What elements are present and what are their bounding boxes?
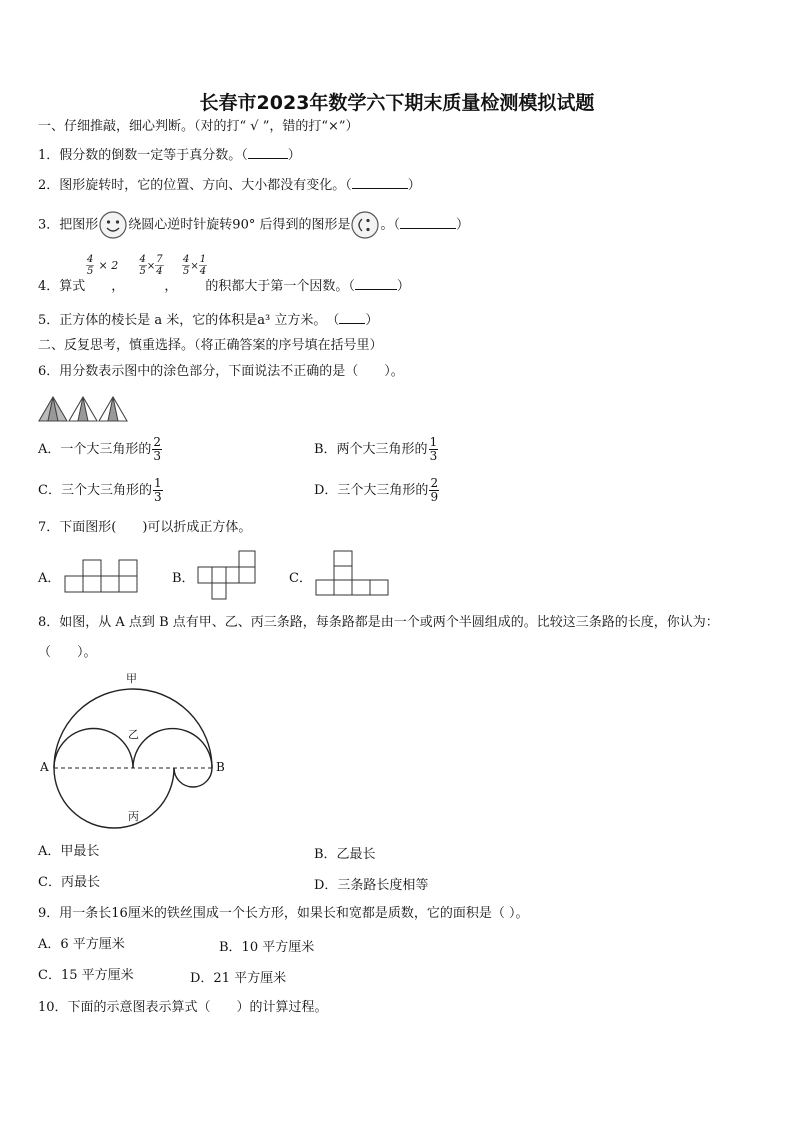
path-jia-label: 甲 [126,672,137,685]
q4-separator-2: ， [164,279,178,294]
q2-number: 2． [38,178,60,193]
q9-option-c[interactable]: C．15 平方厘米 [38,968,134,983]
q7-option-a-label[interactable]: A． [38,571,61,586]
question-2 [38,176,421,195]
question-8 [38,614,719,632]
q10-number: 10． [38,1000,68,1015]
q4-expr1-op: × 2 [98,259,119,272]
q5-close: ） [365,313,379,328]
q1-close: ） [287,148,301,163]
q4-pre: 算式 [59,279,86,294]
q6-text: 用分数表示图中的涂色部分，下面说法不正确的是（ ）。 [59,364,404,379]
q1-number: 1． [38,148,60,163]
q6-option-c-fraction: $\frac{1}{3}$ [153,476,162,504]
q7-option-a-net[interactable] [64,559,138,593]
q6-option-b-label: B．两个大三角形的 [314,442,428,457]
q6-option-a-fraction: $\frac{2}{3}$ [153,435,162,463]
question-9 [38,905,528,923]
q8-option-a[interactable]: A．甲最长 [38,844,100,859]
point-b-label: B [216,760,225,774]
smiley-face-icon [98,210,128,240]
q8-answer-paren: （ ）。 [38,645,97,660]
rotated-smiley-icon [350,210,380,240]
q8-path-figure [36,668,246,832]
q1-text: 假分数的倒数一定等于真分数。（ [59,148,248,163]
q4-close: ） [396,279,410,294]
section2-heading: 二、反复思考，慎重选择。（将正确答案的序号填在括号里） [38,338,383,353]
q9-option-a[interactable]: A．6 平方厘米 [38,937,125,952]
q8-number: 8． [38,615,60,630]
question-1 [38,146,301,165]
q9-option-b[interactable]: B．10 平方厘米 [219,940,315,955]
q6-option-a-label: A．一个大三角形的 [38,442,152,457]
q4-separator: ， [111,279,125,294]
path-yi-label: 乙 [128,728,139,741]
q6-triangles-figure [38,396,130,422]
q3-close: ） [456,217,470,233]
question-3 [38,210,469,240]
question-4 [38,277,410,296]
q6-option-b[interactable] [314,436,439,464]
q8-text: 如图，从 A 点到 B 点有甲、乙、丙三条路，每条路都是由一个或两个半圆组成的。比较这三条路的长度，你认为： [59,615,719,630]
section1-heading: 一、仔细推敲，细心判断。（对的打“ √ ”，错的打“×”） [38,119,359,134]
page-title: 长春市2023年数学六下期末质量检测模拟试题 [199,92,595,114]
q3-pre: 把图形 [59,217,99,233]
q3-mid: 绕圆心逆时针旋转90° 后得到的图形是 [128,217,351,233]
q7-option-c-label[interactable]: C． [289,571,312,586]
q9-number: 9． [38,906,60,921]
q4-expr2-op: × [146,261,156,272]
q6-option-a[interactable] [38,436,163,464]
q5-answer-blank[interactable] [339,311,365,324]
point-a-label: A [40,760,49,774]
q7-option-c-net[interactable] [315,550,389,596]
q6-option-c[interactable] [38,477,164,505]
q6-option-d-fraction: $\frac{2}{9}$ [430,476,439,504]
q6-number: 6． [38,364,60,379]
question-6 [38,363,404,381]
q4-number: 4． [38,279,60,294]
q3-post: 。（ [380,217,400,233]
q6-option-b-fraction: $\frac{1}{3}$ [429,435,438,463]
q8-option-c[interactable]: C．丙最长 [38,875,100,890]
q9-option-d[interactable]: D．21 平方厘米 [190,971,287,986]
q6-option-d[interactable] [314,477,440,505]
question-7 [38,519,251,537]
path-bing-label: 丙 [128,810,139,823]
q4-expr3-fraction-2: $\frac{1}{4}$ [199,254,207,277]
q1-answer-blank[interactable] [248,146,288,159]
q4-post: 的积都大于第一个因数。（ [205,279,355,294]
q5-number: 5． [38,313,60,328]
q4-expr2-fraction-2: $\frac{7}{4}$ [156,254,163,277]
q10-text: 下面的示意图表示算式（ ）的计算过程。 [67,1000,328,1015]
q4-expr1-fraction: $\frac{4}{5}$ [87,254,94,277]
q2-answer-blank[interactable] [352,176,408,189]
question-5 [38,311,378,330]
q9-text: 用一条长16厘米的铁丝围成一个长方形，如果长和宽都是质数，它的面积是（ ）。 [59,906,529,921]
q4-expr3-fraction-1: $\frac{4}{5}$ [182,254,190,277]
q7-option-b-label[interactable]: B． [172,571,195,586]
q7-text: 下面图形( )可以折成正方体。 [59,520,252,535]
q8-option-b[interactable]: B．乙最长 [314,847,376,862]
q6-option-d-label: D．三个大三角形的 [314,483,429,498]
q2-close: ） [407,178,421,193]
q6-option-c-label: C．三个大三角形的 [38,483,152,498]
q7-option-b-net[interactable] [197,550,257,600]
q4-answer-blank[interactable] [355,277,397,290]
q2-text: 图形旋转时，它的位置、方向、大小都没有变化。（ [59,178,352,193]
q8-option-d[interactable]: D．三条路长度相等 [314,878,429,893]
q3-answer-blank[interactable] [400,216,456,229]
q3-number: 3． [38,217,60,233]
q5-text: 正方体的棱长是 a 米，它的体积是a³ 立方米。 （ [59,313,340,328]
q7-number: 7． [38,520,60,535]
question-10 [38,999,328,1017]
q4-expr3-op: × [190,261,199,272]
q4-expressions [86,254,207,277]
q4-expr2-fraction-1: $\frac{4}{5}$ [139,254,146,277]
